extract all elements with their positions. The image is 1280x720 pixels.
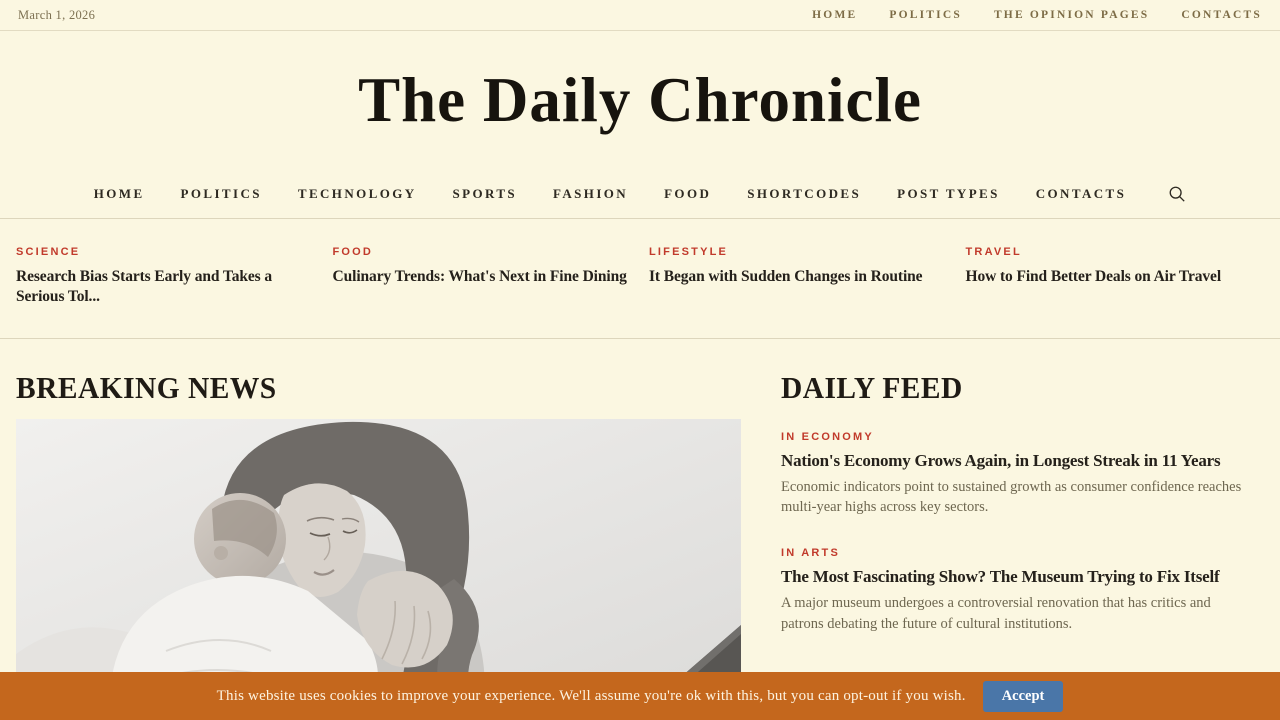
breaking-news-photo[interactable]	[16, 419, 741, 709]
nav-shortcodes[interactable]: SHORTCODES	[747, 185, 862, 201]
featured-title-food[interactable]: Culinary Trends: What's Next in Fine Dining	[332, 268, 627, 285]
topnav-politics[interactable]: POLITICS	[889, 9, 962, 21]
feed-kicker-arts[interactable]: IN ARTS	[781, 547, 840, 560]
topnav-opinion-pages[interactable]: THE OPINION PAGES	[993, 9, 1150, 21]
nav-fashion[interactable]: FASHION	[553, 185, 629, 201]
masthead	[0, 31, 1280, 169]
mother-baby-photo-illustration	[16, 419, 741, 709]
category-label-lifestyle[interactable]: LIFESTYLE	[649, 246, 729, 258]
featured-strip	[0, 219, 1280, 339]
date-label: March 1, 2026	[18, 7, 96, 22]
breaking-news-section	[16, 339, 741, 709]
nav-post-types[interactable]: POST TYPES	[897, 185, 1000, 201]
featured-title-lifestyle[interactable]: It Began with Sudden Changes in Routine	[649, 268, 923, 285]
featured-title-science[interactable]: Research Bias Starts Early and Takes a Serious Tol...	[16, 268, 272, 306]
category-label-food[interactable]: FOOD	[332, 246, 374, 258]
top-bar	[0, 0, 1280, 31]
topnav-home[interactable]: HOME	[812, 9, 858, 21]
daily-feed-section	[781, 339, 1264, 709]
nav-technology[interactable]: TECHNOLOGY	[297, 185, 417, 201]
breaking-news-heading: BREAKING NEWS	[16, 369, 277, 405]
featured-title-travel[interactable]: How to Find Better Deals on Air Travel	[965, 268, 1222, 285]
feed-item-economy	[781, 431, 1256, 518]
secondary-nav	[812, 9, 1262, 21]
category-label-travel[interactable]: TRAVEL	[965, 246, 1022, 258]
cookie-banner	[0, 672, 1280, 720]
feed-excerpt-economy: Economic indicators point to sustained growth as consumer confidence reaches multi-year highs across key sectors.	[781, 478, 1242, 516]
nav-contacts[interactable]: CONTACTS	[1035, 185, 1127, 201]
featured-card-science	[16, 246, 315, 308]
main-content	[0, 339, 1280, 709]
featured-card-travel	[966, 246, 1265, 308]
topnav-contacts[interactable]: CONTACTS	[1181, 9, 1262, 21]
accept-button[interactable]: Accept	[983, 681, 1064, 712]
cookie-message: This website uses cookies to improve your experience. We'll assume you're ok with this, but you can opt-out if you wish.	[216, 687, 966, 704]
primary-nav	[0, 169, 1280, 219]
category-label-science[interactable]: SCIENCE	[16, 246, 81, 258]
feed-kicker-economy[interactable]: IN ECONOMY	[781, 430, 874, 443]
feed-excerpt-arts: A major museum undergoes a controversial renovation that has critics and patrons debating the future of cultural institutions.	[781, 595, 1211, 632]
featured-card-food	[333, 246, 632, 308]
search-icon[interactable]	[1168, 185, 1186, 203]
nav-politics[interactable]: POLITICS	[180, 185, 262, 201]
site-title[interactable]: The Daily Chronicle	[358, 64, 922, 135]
feed-title-arts[interactable]: The Most Fascinating Show? The Museum Trying to Fix Itself	[781, 567, 1220, 587]
nav-sports[interactable]: SPORTS	[452, 185, 518, 201]
feed-title-economy[interactable]: Nation's Economy Grows Again, in Longest Streak in 11 Years	[781, 450, 1221, 470]
nav-food[interactable]: FOOD	[664, 185, 712, 201]
featured-card-lifestyle	[649, 246, 948, 308]
feed-item-arts	[781, 547, 1256, 634]
nav-home[interactable]: HOME	[93, 185, 145, 201]
daily-feed-heading: DAILY FEED	[781, 369, 963, 405]
